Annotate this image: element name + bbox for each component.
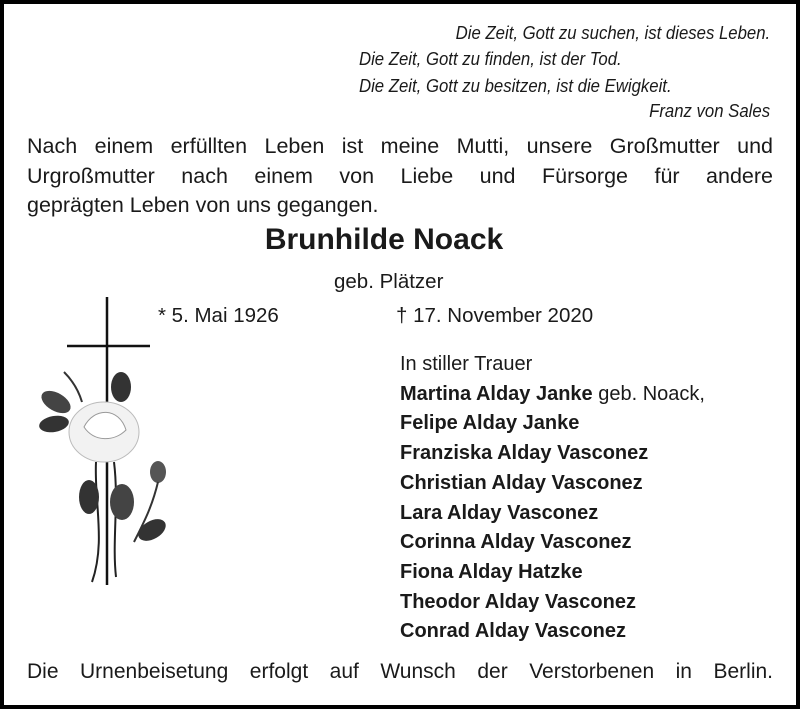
mourner [400, 380, 705, 410]
intro-line: geprägten Leben von uns gegangen. [27, 193, 379, 217]
intro-line: Nach einem erfüllten Leben ist meine Mutti, unsere Großmutter und [27, 134, 773, 158]
intro-text [27, 132, 773, 221]
burial-note: Die Urnenbeisetung erfolgt auf Wunsch der Verstorbenen in Berlin. [27, 660, 773, 683]
intro-line: Urgroßmutter nach einem von Liebe und Fürsorge für andere [27, 163, 773, 188]
mourner: Conrad Alday Vasconez [400, 620, 626, 643]
obituary-notice [4, 4, 796, 705]
mourner: Corinna Alday Vasconez [400, 531, 632, 554]
quote-author: Franz von Sales [649, 101, 770, 121]
mourner: Felipe Alday Janke [400, 412, 580, 435]
mourner-name: Martina Alday Janke [400, 382, 593, 405]
mourning-heading: In stiller Trauer [400, 353, 533, 375]
quote-line: Die Zeit, Gott zu besitzen, ist die Ewigkeit. [359, 76, 672, 96]
quote-line: Die Zeit, Gott zu finden, ist der Tod. [359, 49, 622, 69]
mourner: Theodor Alday Vasconez [400, 590, 636, 613]
cross-rose-icon [34, 292, 174, 592]
mourner: Fiona Alday Hatzke [400, 560, 583, 583]
death-date: † 17. November 2020 [396, 304, 594, 327]
mourners-list [400, 350, 705, 647]
mourner: Franziska Alday Vasconez [400, 442, 649, 465]
deceased-name: Brunhilde Noack [264, 223, 504, 256]
mourner: Lara Alday Vasconez [400, 501, 599, 524]
birth-date: * 5. Mai 1926 [158, 304, 279, 327]
mourner: Christian Alday Vasconez [400, 471, 643, 494]
quote-line: Die Zeit, Gott zu suchen, ist dieses Leben. [455, 23, 770, 43]
maiden-name: geb. Plätzer [334, 270, 444, 293]
mourner-suffix: geb. Noack, [592, 382, 705, 405]
